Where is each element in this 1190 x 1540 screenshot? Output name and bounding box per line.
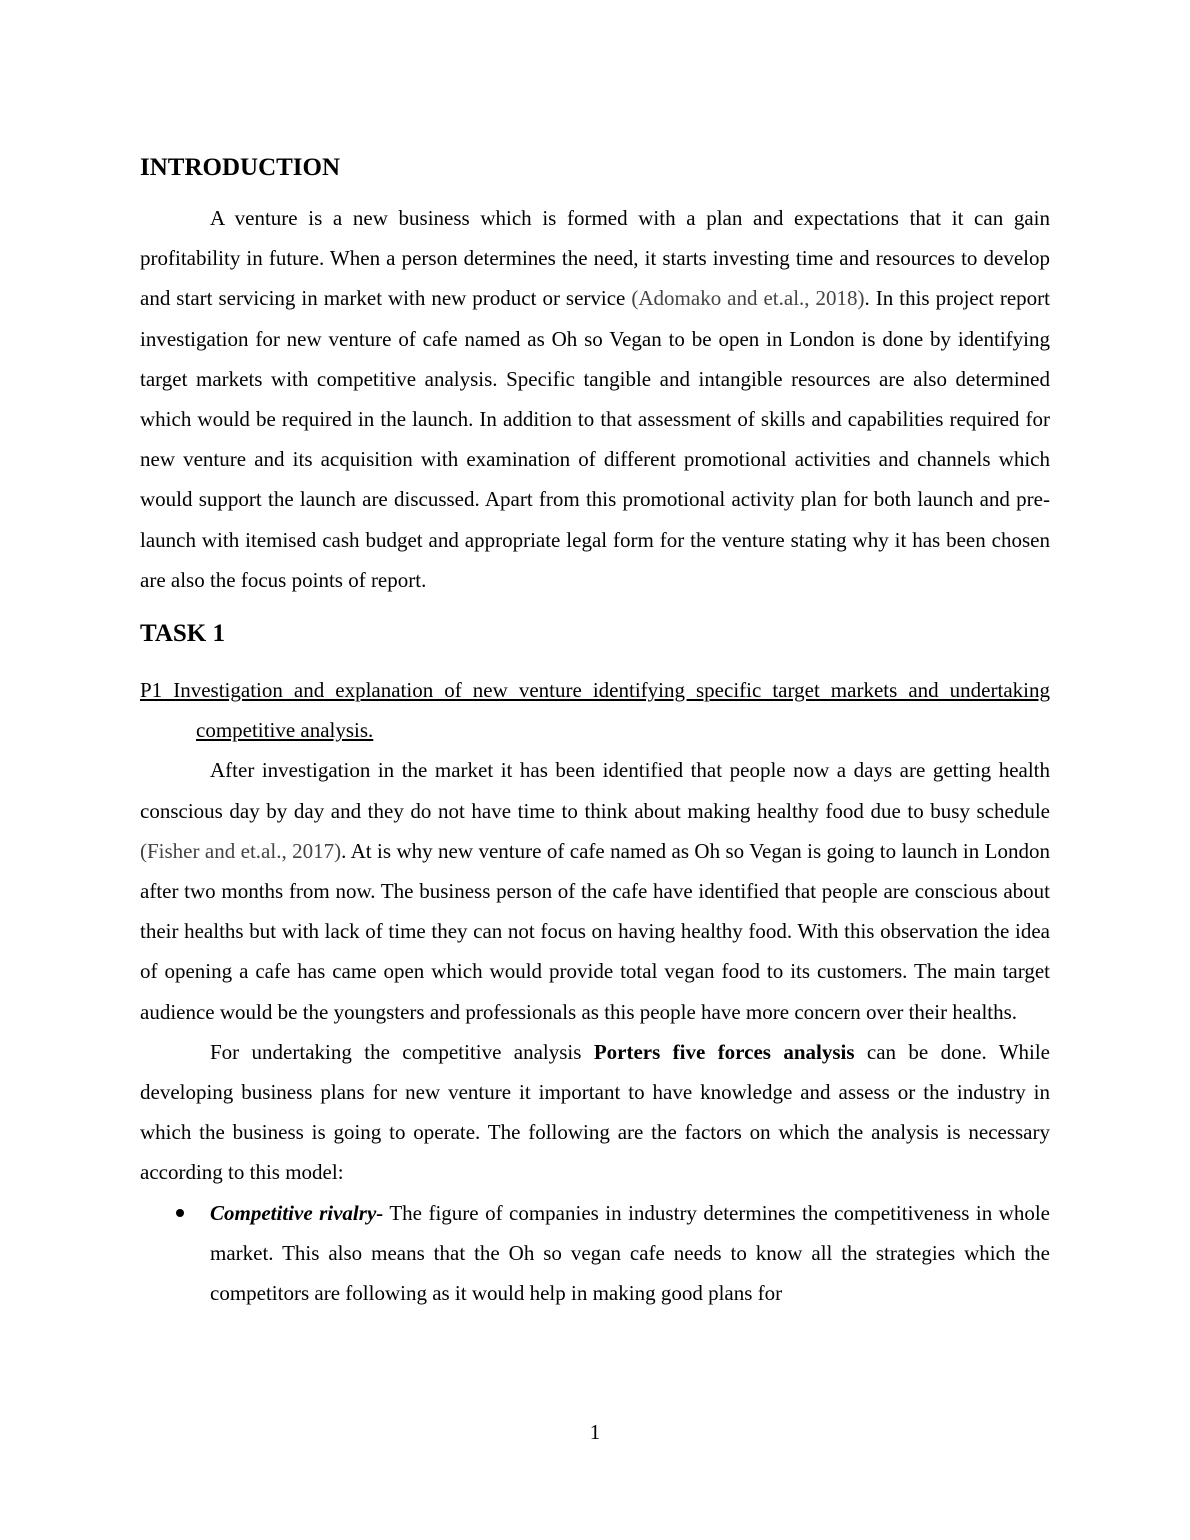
task1-heading: TASK 1 [140, 620, 225, 648]
task1-p1-citation: (Fisher and et.al., 2017) [140, 838, 342, 863]
intro-paragraph [140, 198, 1050, 600]
intro-text-end: . In this project report investigation for new venture of cafe named as Oh so Vegan to be open in London is done by identifying target markets with competitive analysis. Specific tangible and intangible resources are also determined which would be required in the launch. In addition to that assessment of skills and capabilities required for new venture and its acquisition with examination of different promotional activities and channels which would support the launch are discussed. Apart from this promotional activity plan for both launch and pre-launch with itemised cash budget and appropriate legal form for the venture stating why it has been chosen are also the focus points of report. [140, 286, 1051, 592]
bullet-term: Competitive rivalry- [210, 1200, 384, 1225]
bullet-text: The figure of companies in industry determines the competitiveness in whole market. This also means that the Oh so vegan cafe needs to know all the strategies which the competitors are following as it would help in making good plans for [210, 1200, 1050, 1306]
intro-text-start: A venture is a new business which is formed with a plan and expectations that it can gain profitability in future. When a person determines the need, it starts investing time and resources to develop and start servicing in market with new product or service [140, 206, 1050, 311]
document-page [140, 148, 1050, 1313]
task1-p2-text-end: can be done. While developing business plans for new venture it important to have knowledge and assess or the industry in which the business is going to operate. The following are the factors on which the analysis is necessary according to this model: [140, 1039, 1051, 1185]
bullet-list [140, 1193, 1050, 1314]
bullet-item [140, 1193, 1050, 1314]
task1-p1-text-end: . At is why new venture of cafe named as Oh so Vegan is going to launch in London after two months from now. The business person of the cafe have identified that people are conscious about their healths but with lack of time they can not focus on having healthy food. With this observation the idea of opening a cafe has came open which would provide total vegan food to its customers. The main target audience would be the youngsters and professionals as this people have more concern over their healths. [140, 838, 1051, 1024]
intro-heading: INTRODUCTION [140, 154, 341, 181]
bullet-dot-icon [176, 1209, 184, 1217]
task1-p2-text-start: For undertaking the competitive analysis [210, 1039, 594, 1064]
task1-p1-text-start: After investigation in the market it has been identified that people now a days are getting health conscious day by day and they do not have time to think about making healthy food due to busy schedule [140, 758, 1050, 823]
intro-citation: (Adomako and et.al., 2018) [631, 286, 865, 311]
task1-p2-bold-term: Porters five forces analysis [593, 1039, 855, 1064]
task1-paragraph-1 [140, 750, 1050, 1031]
page-number: 1 [589, 1420, 601, 1444]
task1-subheading: P1 Investigation and explanation of new venture identifying specific target markets and undertaking competitive analysis. [140, 678, 1050, 743]
task1-paragraph-2 [140, 1032, 1050, 1193]
